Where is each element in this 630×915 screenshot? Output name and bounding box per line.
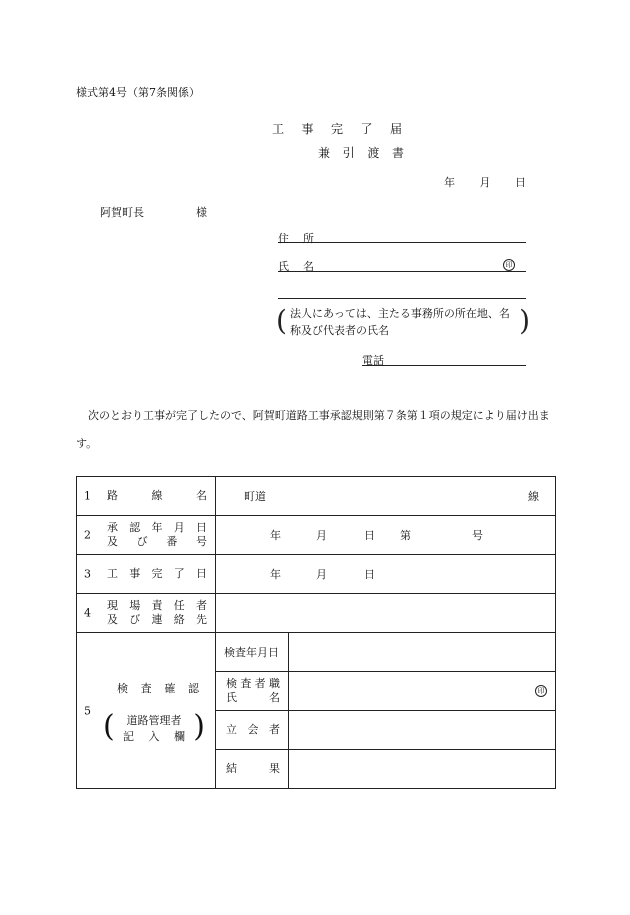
address-field-line[interactable] (278, 242, 526, 243)
approval-label: 承 認 年 月 日 及 び 番 号 (107, 521, 207, 548)
witness-label: 立 会 者 (226, 723, 280, 736)
inspection-label-cell: 5 検 査 確 認 ( 道路管理者 記 入 欄 ) (77, 633, 216, 789)
left-paren-icon: ( (103, 709, 115, 744)
right-paren-icon: ) (519, 304, 530, 337)
route-name-label: 路 線 名 (107, 489, 207, 502)
submission-date: 年 月 日 (444, 176, 526, 189)
address-label: 住 所 (278, 232, 314, 245)
name-label: 氏 名 (278, 260, 314, 273)
inspection-date-field[interactable] (289, 633, 556, 672)
approval-field[interactable]: 年 月 日 第 号 (216, 516, 556, 555)
extra-field-line[interactable] (278, 298, 526, 299)
addressee-name: 阿賀町長 (100, 206, 144, 219)
route-name-field[interactable]: 町道 線 (216, 477, 556, 516)
phone-label: 電話 (362, 354, 384, 367)
site-manager-label: 現 場 責 任 者 及 び 連 絡 先 (107, 599, 207, 626)
corporate-note: ( 法人にあっては、主たる事務所の所在地、名称及び代表者の氏名 ) (278, 302, 528, 342)
road-manager-note: ( 道路管理者 記 入 欄 ) (109, 709, 199, 750)
addressee-honorific: 様 (196, 206, 207, 219)
completion-form-table (76, 476, 556, 789)
row-approval: 2 承 認 年 月 日 及 び 番 号 年 月 日 第 号 (77, 516, 556, 555)
seal-icon: 印 (535, 685, 547, 697)
result-label: 結 果 (226, 762, 280, 775)
completion-date-label: 工 事 完 了 日 (107, 567, 207, 580)
form-number: 様式第4号（第7条関係） (76, 86, 200, 99)
completion-date-field[interactable]: 年 月 日 (216, 555, 556, 594)
inspection-date-label: 検査年月日 (224, 646, 279, 659)
name-field-line[interactable] (278, 271, 526, 272)
row-inspection-date (77, 633, 556, 672)
row-route-name: 1 路 線 名 町道 線 (77, 477, 556, 516)
inspector-label: 検 査 者 職 氏 名 (226, 677, 280, 704)
row-completion-date: 3 工 事 完 了 日 年 月 日 (77, 555, 556, 594)
form-subtitle: 兼 引 渡 書 (318, 146, 404, 160)
body-text: 次のとおり工事が完了したので、阿賀町道路工事承認規則第７条第１項の規定により届け出ます。 (76, 409, 550, 450)
witness-field[interactable] (289, 711, 556, 750)
form-title: 工 事 完 了 届 (272, 122, 402, 136)
inspector-field[interactable] (289, 672, 556, 711)
seal-icon: 印 (503, 259, 515, 271)
left-paren-icon: ( (276, 304, 287, 337)
phone-field-line[interactable] (362, 365, 526, 366)
result-field[interactable] (289, 750, 556, 789)
row-site-manager: 4 現 場 責 任 者 及 び 連 絡 先 (77, 594, 556, 633)
right-paren-icon: ) (193, 709, 205, 744)
site-manager-field[interactable] (216, 594, 556, 633)
inspection-confirm-label: 検 査 確 認 (117, 682, 199, 695)
